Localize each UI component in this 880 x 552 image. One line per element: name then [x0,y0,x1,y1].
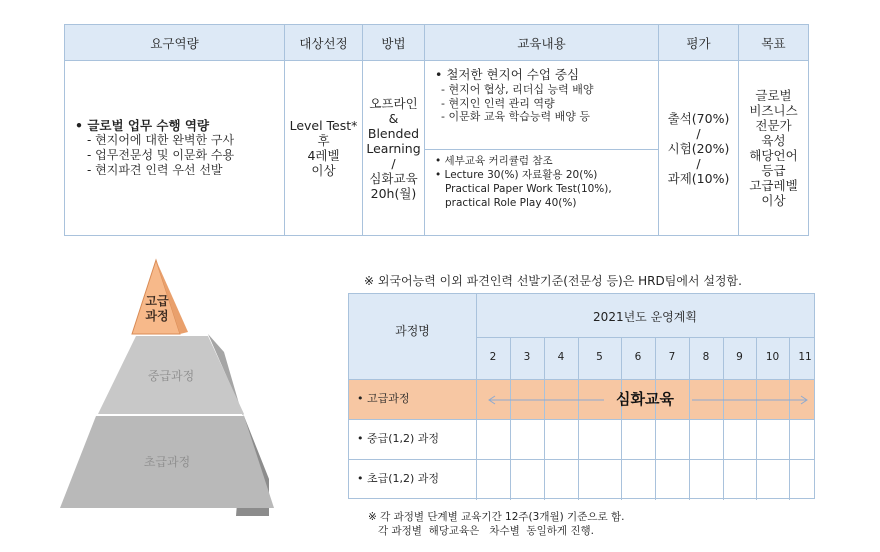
content-b-line-2: • Lecture 30(%) 자료활용 20(%) [435,169,598,181]
goal-line: 전문가 [755,118,792,133]
pyramid-label-beginner: 초급과정 [143,455,191,469]
method-line: Learning [366,140,421,156]
content-a-sub-2: - 현지인 인력 관리 역량 [441,96,555,110]
goal-cell [739,61,809,236]
row-advanced-label: • 고급과정 [357,392,410,405]
grid-line-v [621,337,622,500]
pyramid-label-advanced: 고급 과정 [145,294,169,323]
row-beginner-label: • 초급(1,2) 과정 [357,472,440,485]
month-9: 9 [736,351,743,363]
header-goal: 목표 [739,25,809,61]
goal-line: 고급레벨 [749,178,798,193]
body-row-a [65,61,809,150]
grid-line-v [789,337,790,500]
evaluation-line: / [696,155,701,171]
header-method: 방법 [363,25,425,61]
goal-line: 등급 [761,163,786,178]
target-cell [285,61,363,236]
month-2: 2 [489,351,497,363]
goal-line: 비즈니스 [749,103,798,118]
target-line: 4레벨 [307,148,340,163]
method-cell [363,61,425,236]
goal-line: 글로벌 [755,88,792,103]
content-b-sub-2: practical Role Play 40(%) [445,197,577,209]
footnote-line-2: 각 과정별 해당교육은 차수별 동일하게 진행. [368,525,594,537]
method-line: / [391,155,396,171]
grid-line-h [349,379,814,380]
month-4: 4 [557,351,565,363]
grid-line-v [689,337,690,500]
course-header: 과정명 [395,324,430,338]
month-6: 6 [634,351,642,363]
target-line: 후 [317,133,330,148]
evaluation-line: / [696,125,701,141]
month-5: 5 [596,351,603,363]
header-row [65,25,809,61]
content-a-main: • 철저한 현지어 수업 중심 [435,67,580,82]
intensive-label: 심화교육 [616,390,674,408]
content-cell-b [425,150,659,236]
goal-line: 이상 [761,193,786,208]
content-a-sub-1: - 현지어 협상, 리더십 능력 배양 [441,83,594,96]
requirement-sub-2: - 업무전문성 및 이문화 수용 [87,148,235,162]
target-line: 이상 [311,163,336,178]
grid-line-h [476,337,814,338]
content-b-sub-1: Practical Paper Work Test(10%), [445,183,612,195]
content-b-line-1: • 세부교육 커리큘럼 참조 [435,155,553,167]
header-target: 대상선정 [285,25,363,61]
grid-line-v [510,337,511,500]
method-line: Blended [367,125,420,141]
pyramid-label-intermediate: 중급과정 [147,369,195,383]
content-a-sub-3: - 이문화 교육 학습능력 배양 등 [441,110,590,123]
selection-note: ※ 외국어능력 이외 파견인력 선발기준(전문성 등)은 HRD팀에서 설정함. [364,274,742,288]
evaluation-line: 시험(20%) [667,140,730,156]
header-evaluation: 평가 [659,25,739,61]
grid-line-v [655,337,656,500]
month-10: 10 [765,351,780,363]
content-cell-a [425,61,659,150]
requirement-sub-1: - 현지어에 대한 완벽한 구사 [87,133,235,147]
grid-line-v [723,337,724,500]
header-requirement: 요구역량 [65,25,285,61]
goal-line: 해당언어 [749,148,798,163]
footnote-line-1: ※ 각 과정별 단계별 교육기간 12주(3개월) 기준으로 함. [368,511,625,523]
evaluation-cell [659,61,739,236]
goal-line: 육성 [761,133,786,148]
method-line: 20h(월) [370,185,417,201]
operation-plan-table [348,293,815,499]
grid-line-v [578,337,579,500]
month-11: 11 [798,351,812,363]
grid-line-v [544,337,545,500]
header-content: 교육내용 [425,25,659,61]
method-line: 오프라인 [369,95,418,111]
method-line: & [388,110,399,126]
month-3: 3 [523,351,531,363]
requirement-main: • 글로벌 업무 수행 역량 [75,118,210,133]
requirement-cell [65,61,285,236]
requirements-table [64,24,809,236]
month-7: 7 [668,351,676,363]
requirement-sub-3: - 현지파견 인력 우선 선발 [87,163,223,177]
course-pyramid [56,254,278,516]
footnote [368,510,624,538]
month-8: 8 [702,351,710,363]
evaluation-line: 과제(10%) [667,170,730,186]
plan-header: 2021년도 운영계획 [593,310,697,324]
row-intermediate-label: • 중급(1,2) 과정 [357,432,440,445]
target-line: Level Test* [289,118,358,133]
grid-line-v [756,337,757,500]
method-line: 심화교육 [369,170,418,186]
evaluation-line: 출석(70%) [667,110,730,126]
